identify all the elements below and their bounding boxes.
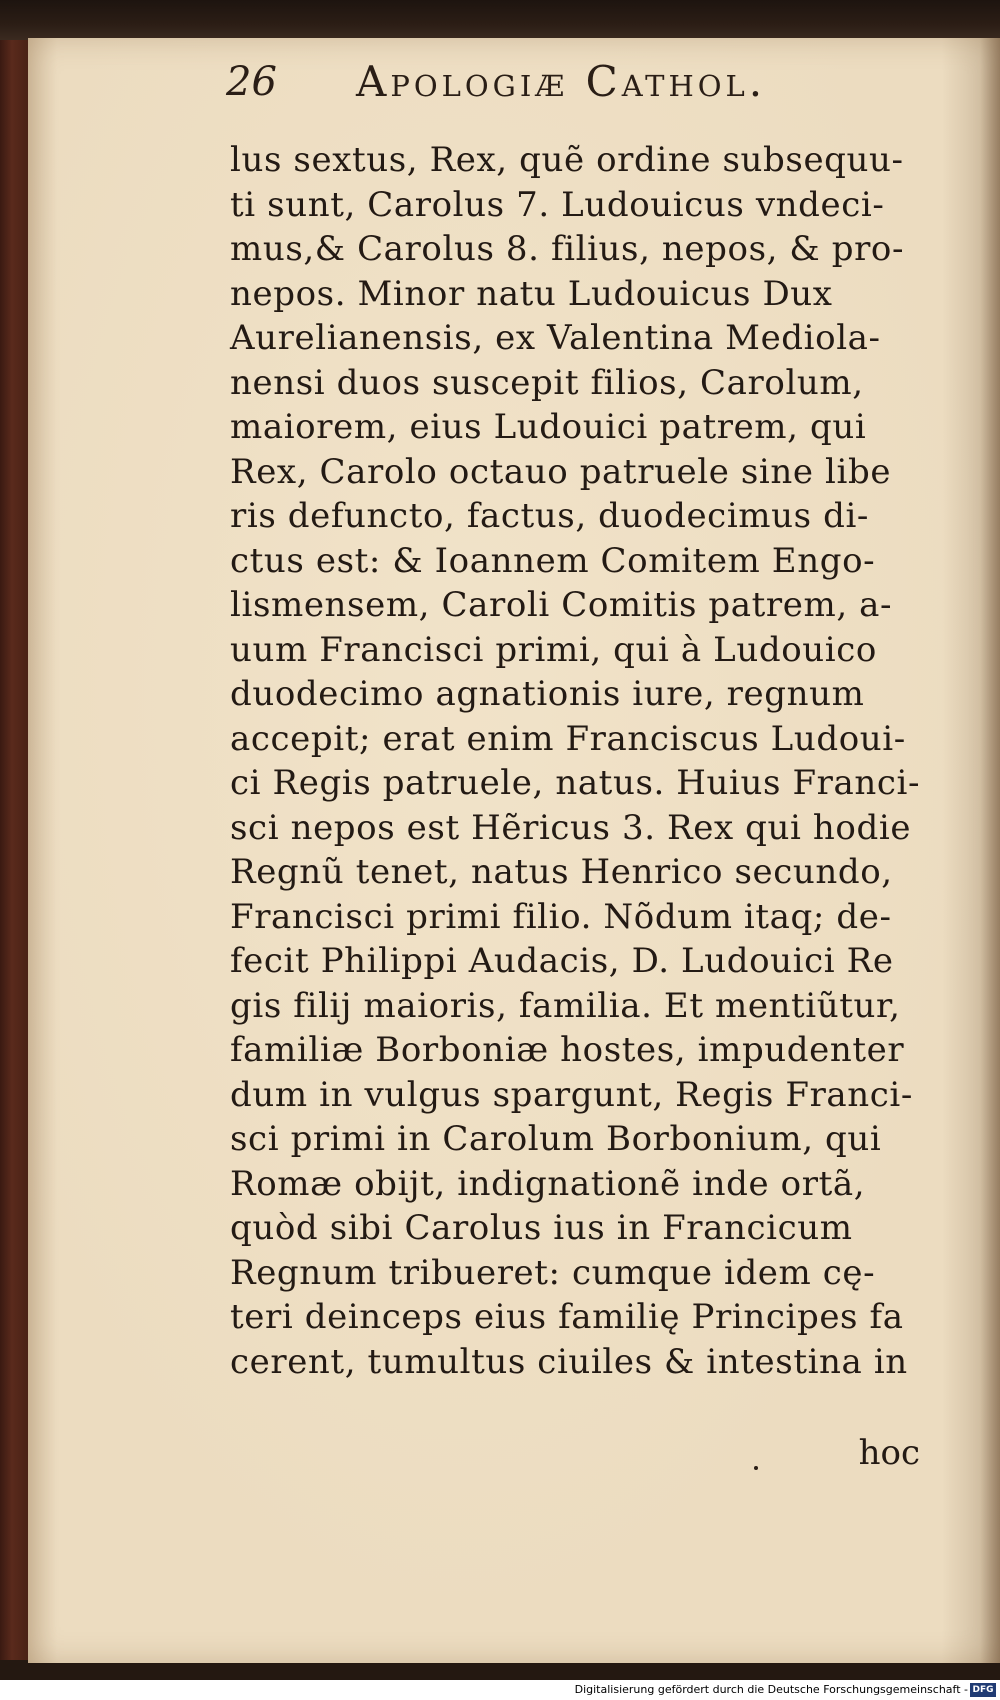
page-number: 26	[226, 59, 277, 105]
book-top-edge	[0, 0, 1000, 40]
text-line: Regnum tribueret: cumque idem cę-	[230, 1252, 876, 1293]
text-line: sci primi in Carolum Borbonium, qui	[230, 1119, 882, 1159]
ink-speck	[754, 1466, 758, 1470]
gutter-shadow	[980, 38, 1000, 1663]
text-line: ris defuncto, factus, duodecimus di-	[230, 496, 870, 536]
text-line: Romæ obijt, indignationẽ inde ortã,	[230, 1163, 866, 1204]
text-line: ti sunt, Carolus 7. Ludouicus vndeci-	[230, 184, 885, 225]
funding-credit: Digitalisierung gefördert durch die Deutsche Forschungsgemeinschaft -	[574, 1683, 968, 1696]
text-line: nepos. Minor natu Ludouicus Dux	[230, 273, 833, 314]
book-bottom-edge	[0, 1660, 1000, 1680]
text-line: gis filij maioris, familia. Et mentiũtur,	[230, 985, 901, 1026]
text-line: cerent, tumultus ciuiles & intestina in	[230, 1341, 908, 1382]
text-line: ci Regis patruele, natus. Huius Franci-	[230, 763, 921, 803]
page-header	[226, 52, 946, 112]
text-line: sci nepos est Hẽricus 3. Rex qui hodie	[230, 807, 912, 848]
text-line: ctus est: & Ioannem Comitem Engo-	[230, 540, 876, 581]
text-line: dum in vulgus spargunt, Regis Franci-	[230, 1074, 913, 1115]
text-line: Regnũ tenet, natus Henrico secundo,	[230, 852, 893, 892]
text-line: mus,& Carolus 8. filius, nepos, & pro-	[230, 229, 905, 269]
text-line: familiæ Borboniæ hostes, impudenter	[230, 1030, 905, 1070]
catchword-line	[230, 1430, 930, 1476]
text-line: quòd sibi Carolus ius in Francicum	[230, 1208, 853, 1248]
running-head: Apologiæ Cathol.	[356, 57, 767, 106]
text-line: lismensem, Caroli Comitis patrem, a-	[230, 585, 893, 625]
body-text	[230, 138, 930, 1384]
digitization-footer	[0, 1680, 1000, 1700]
text-line: teri deinceps eius familię Principes fa	[230, 1297, 904, 1337]
dfg-logo: DFG	[970, 1683, 996, 1697]
text-line: maiorem, eius Ludouici patrem, qui	[230, 407, 867, 447]
text-line: uum Francisci primi, qui à Ludouico	[230, 629, 877, 670]
text-line: fecit Philippi Audacis, D. Ludouici Re	[230, 941, 894, 981]
text-line: lus sextus, Rex, quẽ ordine subsequu-	[230, 140, 904, 180]
text-line: nensi duos suscepit filios, Carolum,	[230, 362, 864, 403]
text-line: Aurelianensis, ex Valentina Mediola-	[230, 318, 881, 358]
text-line: Rex, Carolo octauo patruele sine libe	[230, 451, 892, 492]
catchword: hoc	[858, 1433, 920, 1473]
text-line: duodecimo agnationis iure, regnum	[230, 674, 865, 714]
text-line: Francisci primi filio. Nõdum itaq; de-	[230, 896, 892, 937]
text-line: accepit; erat enim Franciscus Ludoui-	[230, 718, 906, 759]
